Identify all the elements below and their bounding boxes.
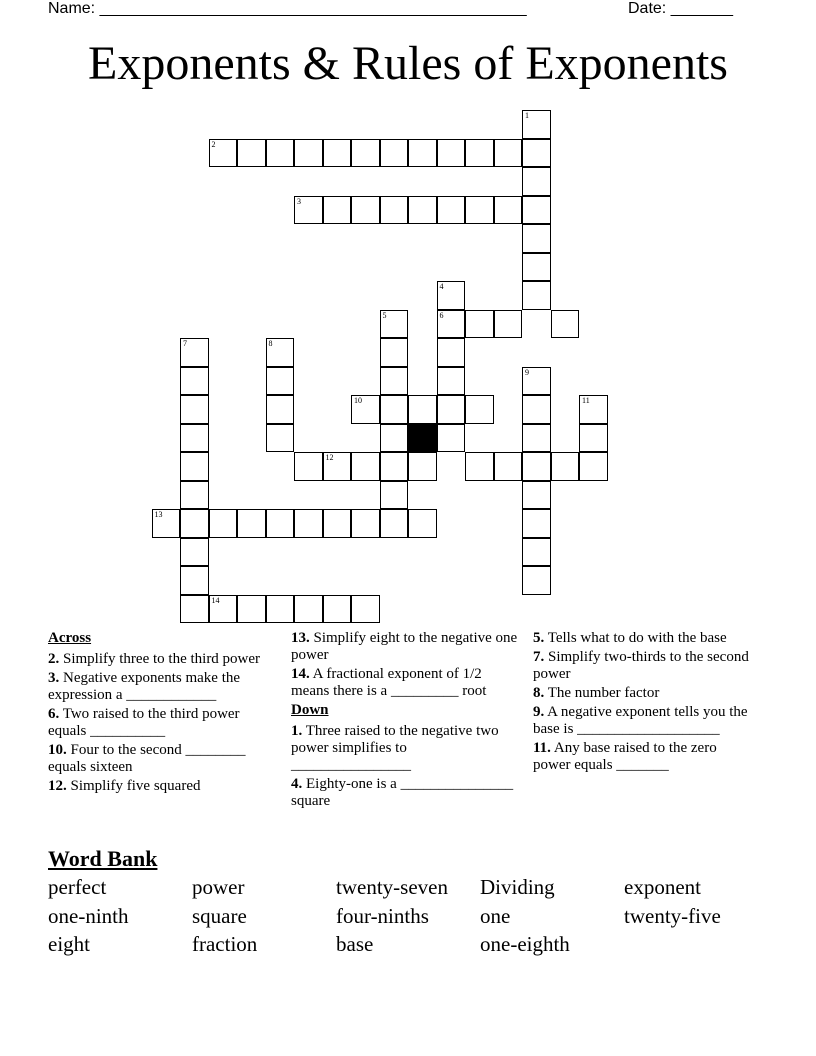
crossword-cell[interactable]	[522, 167, 551, 196]
crossword-cell[interactable]	[551, 310, 580, 339]
clue-number: 3	[297, 196, 301, 206]
clue	[533, 740, 755, 774]
word-bank-word: power	[192, 875, 245, 899]
crossword-cell[interactable]	[465, 196, 494, 225]
crossword-cell[interactable]	[266, 509, 295, 538]
clue-number-label: 8.	[533, 685, 545, 701]
clue	[291, 723, 519, 774]
crossword-cell[interactable]	[437, 139, 466, 168]
crossword-cell[interactable]	[465, 452, 494, 481]
crossword-cell[interactable]	[180, 538, 209, 567]
crossword-cell[interactable]	[351, 595, 380, 624]
clue-number-label: 4.	[291, 776, 303, 792]
clue-number: 14	[211, 595, 220, 605]
crossword-cell[interactable]	[437, 338, 466, 367]
crossword-cell[interactable]	[380, 310, 409, 339]
clue-text: A negative exponent tells you the base is ___________________	[533, 704, 748, 737]
crossword-cell[interactable]	[180, 367, 209, 396]
crossword-cell[interactable]	[351, 509, 380, 538]
crossword-cell[interactable]	[494, 139, 523, 168]
across-heading: Across	[48, 630, 92, 646]
date-field-label: Date: _______	[628, 0, 733, 17]
clue-number-label: 3.	[48, 670, 60, 686]
clue	[533, 704, 755, 738]
clue-number: 6	[439, 310, 444, 320]
word-bank-word: exponent	[624, 875, 701, 899]
crossword-cell[interactable]	[266, 367, 295, 396]
crossword-cell[interactable]	[237, 595, 266, 624]
clue-text: Three raised to the negative two power simplifies to ________________	[291, 723, 499, 773]
clue	[291, 666, 519, 700]
crossword-cell[interactable]	[351, 196, 380, 225]
crossword-cell[interactable]	[323, 139, 352, 168]
crossword-cell[interactable]	[437, 395, 466, 424]
crossword-cell[interactable]	[294, 139, 323, 168]
word-bank-word: square	[192, 904, 247, 928]
crossword-cell[interactable]	[209, 509, 238, 538]
crossword-cell[interactable]	[522, 538, 551, 567]
crossword-cell[interactable]	[266, 395, 295, 424]
clue-number: 2	[211, 139, 216, 149]
crossword-black-cell	[408, 424, 437, 453]
clues-middle-column	[291, 630, 519, 812]
clue-number-label: 9.	[533, 704, 545, 720]
clue	[48, 778, 270, 795]
clue-number-label: 7.	[533, 649, 545, 665]
clue	[48, 670, 270, 704]
clue	[48, 706, 270, 740]
clue-number-label: 13.	[291, 630, 310, 646]
word-bank-word: fraction	[192, 932, 258, 956]
crossword-cell[interactable]	[294, 196, 323, 225]
crossword-cell[interactable]	[437, 196, 466, 225]
crossword-cell[interactable]	[380, 481, 409, 510]
crossword-cell[interactable]	[152, 509, 181, 538]
clue-number-label: 1.	[291, 723, 303, 739]
clue-number-label: 2.	[48, 651, 60, 667]
crossword-cell[interactable]	[522, 481, 551, 510]
down-heading: Down	[291, 702, 329, 718]
crossword-cell[interactable]	[522, 253, 551, 282]
crossword-cell[interactable]	[522, 566, 551, 595]
clue-number: 13	[154, 510, 163, 519]
crossword-cell[interactable]	[522, 509, 551, 538]
word-bank-word: twenty-seven	[336, 875, 448, 899]
crossword-cell[interactable]	[408, 139, 437, 168]
crossword-cell[interactable]	[437, 424, 466, 453]
crossword-cell[interactable]	[494, 310, 523, 339]
clue	[48, 651, 270, 668]
clue-number-label: 12.	[48, 778, 67, 794]
clue-number: 1	[525, 111, 529, 120]
word-bank-word: one	[480, 904, 511, 928]
crossword-cell[interactable]	[351, 395, 380, 424]
word-bank-word: perfect	[48, 875, 107, 899]
clue-text: Eighty-one is a _______________ square	[291, 776, 514, 809]
crossword-cell[interactable]	[465, 139, 494, 168]
clue-number: 9	[525, 367, 529, 377]
crossword-cell[interactable]	[294, 452, 323, 481]
crossword-cell[interactable]	[180, 509, 209, 538]
clue	[48, 742, 270, 776]
crossword-cell[interactable]	[294, 595, 323, 624]
crossword-cell[interactable]	[266, 338, 295, 367]
word-bank-word: Dividing	[480, 875, 555, 899]
clue-text: Simplify five squared	[66, 778, 201, 794]
clue-text: The number factor	[544, 685, 660, 701]
clue	[533, 630, 755, 647]
page-title: Exponents & Rules of Exponents	[88, 37, 728, 90]
word-bank-word: one-ninth	[48, 904, 129, 928]
crossword-cell[interactable]	[380, 452, 409, 481]
crossword-cell[interactable]	[351, 452, 380, 481]
clue-text: Four to the second ________ equals sixteen	[48, 742, 246, 775]
crossword-cell[interactable]	[323, 595, 352, 624]
clue-number: 7	[183, 339, 187, 348]
crossword-cell[interactable]	[465, 310, 494, 339]
crossword-cell[interactable]	[237, 509, 266, 538]
clue-number: 8	[268, 339, 273, 348]
crossword-cell[interactable]	[522, 367, 551, 396]
crossword-cell[interactable]	[323, 509, 352, 538]
crossword-cell[interactable]	[380, 139, 409, 168]
clue-text: A fractional exponent of 1/2 means there is a _________ root	[291, 666, 487, 699]
crossword-cell[interactable]	[522, 424, 551, 453]
crossword-cell[interactable]	[380, 395, 409, 424]
clue-text: Any base raised to the zero power equals _______	[533, 740, 717, 773]
word-bank-title: Word Bank	[48, 846, 158, 871]
clue-number-label: 11.	[533, 740, 551, 756]
crossword-cell[interactable]	[408, 196, 437, 225]
clue	[291, 630, 519, 664]
clue	[533, 649, 755, 683]
clue-text: Simplify two-thirds to the second power	[533, 649, 749, 682]
crossword-cell[interactable]	[351, 139, 380, 168]
clue-text: Tells what to do with the base	[544, 630, 727, 646]
clues-down-column	[533, 630, 755, 776]
crossword-cell[interactable]	[522, 139, 551, 168]
crossword-cell[interactable]	[180, 395, 209, 424]
clue-number: 12	[325, 453, 334, 462]
word-bank-word: twenty-five	[624, 904, 721, 928]
crossword-cell[interactable]	[408, 395, 437, 424]
clue-number-label: 10.	[48, 742, 67, 758]
crossword-cell[interactable]	[323, 196, 352, 225]
crossword-cell[interactable]	[494, 452, 523, 481]
header	[48, 0, 768, 20]
clue	[533, 685, 755, 702]
crossword-cell[interactable]	[494, 196, 523, 225]
word-bank-word: four-ninths	[336, 904, 429, 928]
clue-number-label: 14.	[291, 666, 310, 682]
clue-number: 4	[439, 282, 444, 291]
crossword-cell[interactable]	[551, 452, 580, 481]
crossword-cell[interactable]	[408, 509, 437, 538]
crossword-cell[interactable]	[180, 424, 209, 453]
crossword-cell[interactable]	[266, 424, 295, 453]
crossword-cell[interactable]	[522, 224, 551, 253]
crossword-cell[interactable]	[380, 196, 409, 225]
crossword-cell[interactable]	[180, 595, 209, 624]
word-bank-word: base	[336, 932, 374, 956]
crossword-cell[interactable]	[209, 595, 238, 624]
clue-text: Two raised to the third power equals __________	[48, 706, 240, 739]
crossword-cell[interactable]	[437, 281, 466, 310]
crossword-cell[interactable]	[180, 566, 209, 595]
crossword-cell[interactable]	[180, 338, 209, 367]
crossword-cell[interactable]	[294, 509, 323, 538]
crossword-cell[interactable]	[408, 452, 437, 481]
clue	[291, 776, 519, 810]
name-field-label: Name: ________________________________________________	[48, 0, 527, 17]
crossword-cell[interactable]	[266, 595, 295, 624]
crossword-cell[interactable]	[437, 310, 466, 339]
crossword-cell[interactable]	[237, 139, 266, 168]
crossword-cell[interactable]	[380, 367, 409, 396]
clue-text: Negative exponents make the expression a ____________	[48, 670, 241, 703]
clues-across-column	[48, 630, 270, 797]
crossword-cell[interactable]	[323, 452, 352, 481]
crossword-cell[interactable]	[180, 481, 209, 510]
clue-number: 11	[582, 396, 590, 405]
crossword-cell[interactable]	[522, 196, 551, 225]
crossword-cell[interactable]	[579, 395, 608, 424]
crossword-cell[interactable]	[579, 424, 608, 453]
crossword-cell[interactable]	[522, 395, 551, 424]
crossword-cell[interactable]	[465, 395, 494, 424]
crossword-cell[interactable]	[180, 452, 209, 481]
clue-number-label: 6.	[48, 706, 60, 722]
crossword-cell[interactable]	[380, 509, 409, 538]
crossword-cell[interactable]	[522, 452, 551, 481]
crossword-cell[interactable]	[380, 424, 409, 453]
clue-text: Simplify eight to the negative one power	[291, 630, 518, 663]
crossword-cell[interactable]	[266, 139, 295, 168]
crossword-cell[interactable]	[209, 139, 238, 168]
clue-number: 10	[354, 396, 362, 405]
clue-text: Simplify three to the third power	[59, 651, 261, 667]
clue-number-label: 5.	[533, 630, 545, 646]
crossword-cell[interactable]	[380, 338, 409, 367]
crossword-cell[interactable]	[579, 452, 608, 481]
word-bank-word: one-eighth	[480, 932, 570, 956]
crossword-cell[interactable]	[522, 281, 551, 310]
word-bank-word: eight	[48, 932, 90, 956]
crossword-cell[interactable]	[437, 367, 466, 396]
clue-number: 5	[382, 310, 387, 320]
crossword-cell[interactable]	[522, 110, 551, 139]
